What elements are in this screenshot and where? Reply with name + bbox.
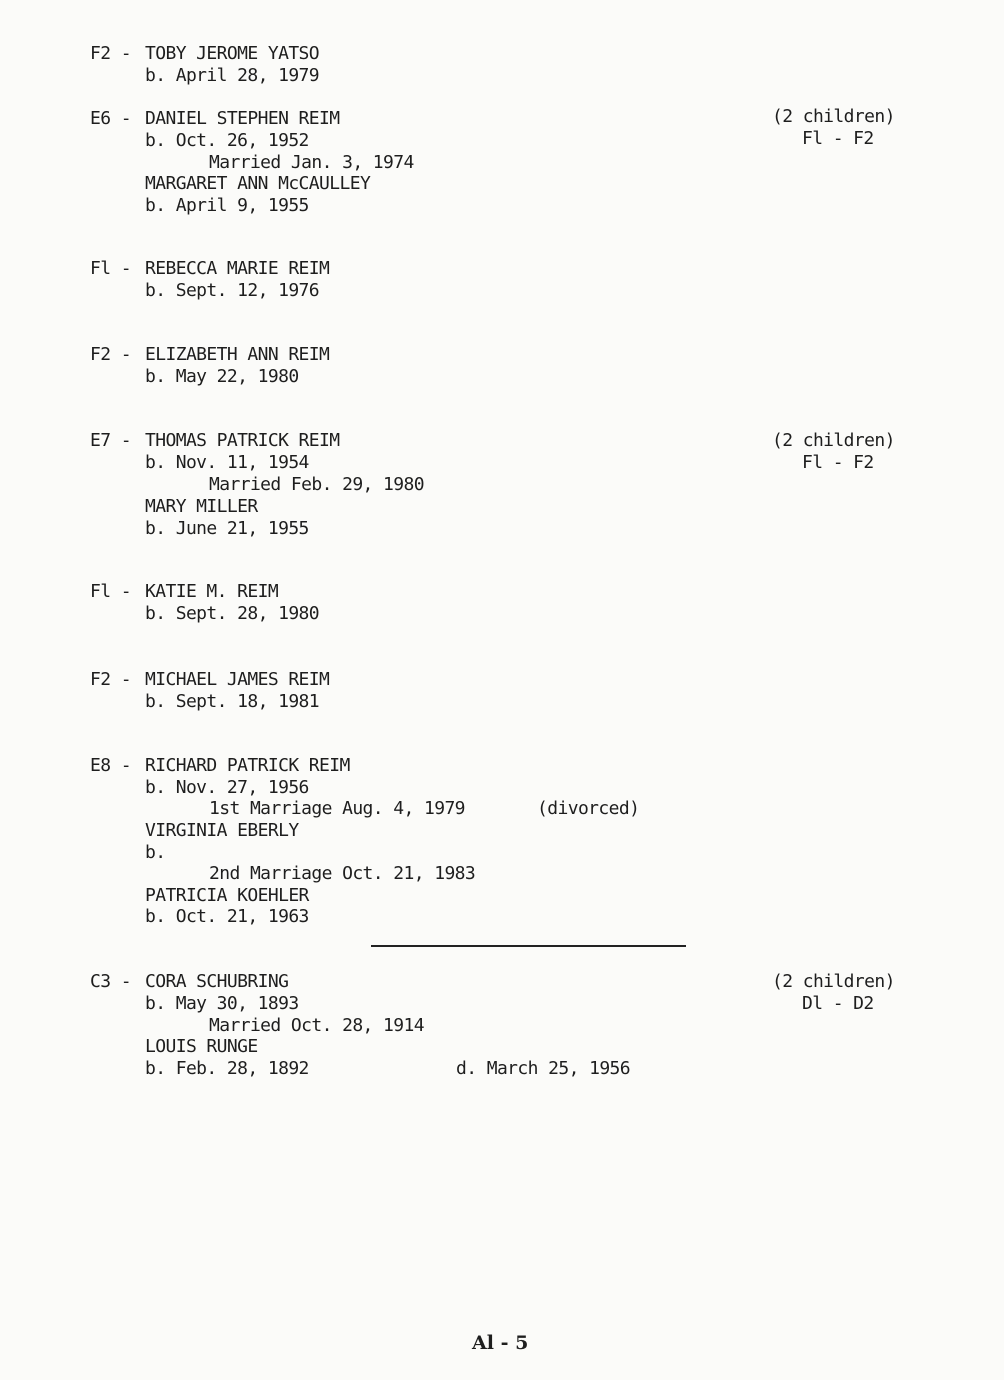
entry-spouse: MARY MILLER (145, 496, 258, 517)
entry-married: Married Jan. 3, 1974 (209, 152, 414, 173)
entry-spouse: PATRICIA KOEHLER (145, 885, 309, 906)
entry-id: F2 - (90, 669, 142, 690)
entry-second-marriage: 2nd Marriage Oct. 21, 1983 (209, 863, 476, 884)
entry-spouse-born: b. Oct. 21, 1963 (145, 906, 309, 927)
entry-id: E6 - (90, 108, 142, 129)
entry-born: b. Oct. 26, 1952 (145, 130, 309, 151)
entry-name: REBECCA MARIE REIM (145, 258, 330, 279)
entry-spouse: LOUIS RUNGE (145, 1036, 258, 1057)
entry-born: b. Sept. 18, 1981 (145, 691, 320, 712)
entry-first-marriage: 1st Marriage Aug. 4, 1979 (209, 798, 465, 819)
entry-name: KATIE M. REIM (145, 581, 279, 602)
entry-spouse: VIRGINIA EBERLY (145, 820, 299, 841)
entry-id: Fl - (90, 258, 142, 279)
entry-name: TOBY JEROME YATSO (145, 43, 320, 64)
entry-spouse-died: d. March 25, 1956 (456, 1058, 631, 1079)
entry-spouse: MARGARET ANN McCAULLEY (145, 173, 371, 194)
entry-name: DANIEL STEPHEN REIM (145, 108, 340, 129)
entry-id: Fl - (90, 581, 142, 602)
entry-spouse-born: b. (145, 842, 166, 863)
entry-born: b. Sept. 12, 1976 (145, 280, 320, 301)
entry-id: C3 - (90, 971, 142, 992)
entry-divorced-note: (divorced) (537, 798, 640, 819)
entry-name: RICHARD PATRICK REIM (145, 755, 350, 776)
entry-born: b. Sept. 28, 1980 (145, 603, 320, 624)
entry-spouse-born: b. June 21, 1955 (145, 518, 309, 539)
entry-born: b. Nov. 11, 1954 (145, 452, 309, 473)
entry-name: ELIZABETH ANN REIM (145, 344, 330, 365)
entry-married: Married Feb. 29, 1980 (209, 474, 424, 495)
section-divider (371, 945, 686, 947)
entry-born: b. May 30, 1893 (145, 993, 299, 1014)
entry-spouse-born: b. Feb. 28, 1892 (145, 1058, 309, 1079)
entry-spouse-born: b. April 9, 1955 (145, 195, 309, 216)
entry-name: CORA SCHUBRING (145, 971, 289, 992)
page-number: Al - 5 (472, 1332, 529, 1354)
entry-children-range: Fl - F2 (802, 452, 874, 473)
entry-id: F2 - (90, 43, 142, 64)
entry-married: Married Oct. 28, 1914 (209, 1015, 424, 1036)
entry-id: F2 - (90, 344, 142, 365)
entry-born: b. May 22, 1980 (145, 366, 299, 387)
entry-name: THOMAS PATRICK REIM (145, 430, 340, 451)
entry-born: b. April 28, 1979 (145, 65, 320, 86)
entry-id: E8 - (90, 755, 142, 776)
entry-children-range: Fl - F2 (802, 128, 874, 149)
entry-name: MICHAEL JAMES REIM (145, 669, 330, 690)
entry-children: (2 children) (772, 971, 895, 992)
entry-id: E7 - (90, 430, 142, 451)
entry-children-range: Dl - D2 (802, 993, 874, 1014)
entry-children: (2 children) (772, 430, 895, 451)
entry-born: b. Nov. 27, 1956 (145, 777, 309, 798)
entry-children: (2 children) (772, 106, 895, 127)
